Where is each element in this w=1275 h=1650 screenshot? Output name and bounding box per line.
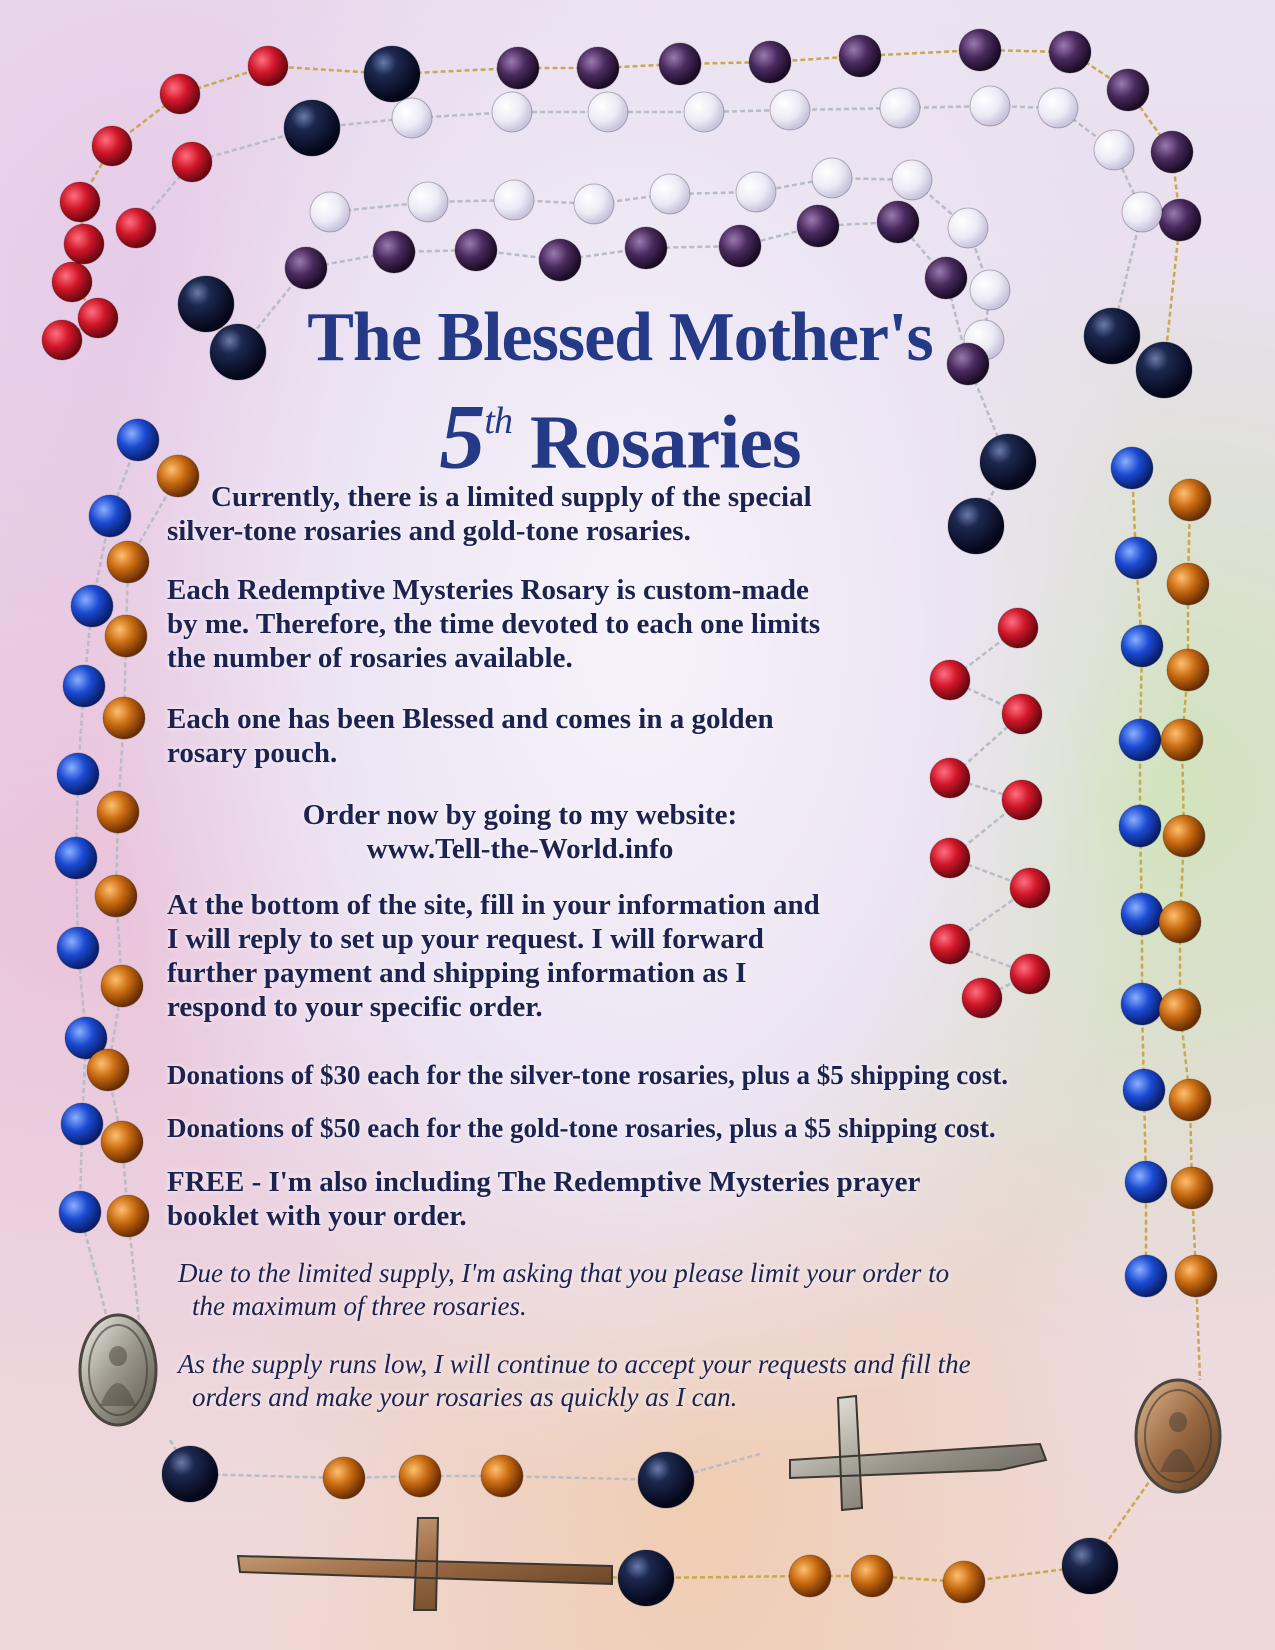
rosary-bead bbox=[103, 697, 145, 739]
rosary-bead bbox=[962, 978, 1002, 1018]
rosary-bead bbox=[107, 1195, 149, 1237]
rosary-bead bbox=[408, 182, 448, 222]
rosary-bead bbox=[1122, 192, 1162, 232]
rosary-bead bbox=[1125, 1255, 1167, 1297]
rosary-bead bbox=[364, 46, 420, 102]
rosary-bead bbox=[880, 88, 920, 128]
rosary-bead bbox=[930, 758, 970, 798]
supply-line: Currently, there is a limited supply of the special bbox=[211, 481, 812, 513]
rosary-bead bbox=[1169, 1079, 1211, 1121]
rosary-bead bbox=[1136, 342, 1192, 398]
rosary-bead bbox=[71, 585, 113, 627]
rosary-bead bbox=[638, 1452, 694, 1508]
custom-line: the number of rosaries available. bbox=[167, 642, 573, 674]
rosary-bead bbox=[684, 92, 724, 132]
rosary-bead bbox=[481, 1455, 523, 1497]
supply-paragraph bbox=[167, 480, 812, 548]
rosary-bead bbox=[59, 1191, 101, 1233]
rosary-bead bbox=[943, 1561, 985, 1603]
rosary-bead bbox=[588, 92, 628, 132]
rosary-bead bbox=[1062, 1538, 1118, 1594]
rosary-bead bbox=[1171, 1167, 1213, 1209]
rosary-bead bbox=[1167, 649, 1209, 691]
title-ordinal: th bbox=[484, 400, 512, 442]
rosary-bead bbox=[42, 320, 82, 360]
rosary-bead bbox=[789, 1555, 831, 1597]
medal-icon bbox=[1136, 1380, 1220, 1492]
rosary-chain bbox=[1132, 468, 1146, 1276]
rosary-bead bbox=[160, 74, 200, 114]
rosary-bead bbox=[57, 927, 99, 969]
rosary-bead bbox=[162, 1446, 218, 1502]
page-title: The Blessed Mother's bbox=[307, 299, 933, 376]
rosary-bead bbox=[52, 262, 92, 302]
rosary-bead bbox=[1159, 199, 1201, 241]
information-line: At the bottom of the site, fill in your information and bbox=[167, 889, 820, 921]
rosary-bead bbox=[1002, 780, 1042, 820]
custom-made-paragraph bbox=[167, 573, 820, 675]
rosary-bead bbox=[1151, 131, 1193, 173]
rosary-bead bbox=[539, 239, 581, 281]
donation-gold: Donations of $50 each for the gold-tone rosaries, plus a $5 shipping cost. bbox=[167, 1113, 996, 1143]
rosary-bead bbox=[1119, 805, 1161, 847]
rosary-bead bbox=[399, 1455, 441, 1497]
rosary-bead bbox=[97, 791, 139, 833]
rosary-bead bbox=[78, 298, 118, 338]
rosary-bead bbox=[659, 43, 701, 85]
rosary-bead bbox=[650, 174, 690, 214]
rosary-bead bbox=[851, 1555, 893, 1597]
rosary-bead bbox=[877, 201, 919, 243]
rosary-bead bbox=[812, 158, 852, 198]
rosary-bead bbox=[925, 257, 967, 299]
rosary-bead bbox=[1010, 954, 1050, 994]
rosary-bead bbox=[930, 660, 970, 700]
rosary-bead bbox=[492, 92, 532, 132]
rosary-bead bbox=[64, 224, 104, 264]
rosary-bead bbox=[1167, 563, 1209, 605]
rosary-bead bbox=[770, 90, 810, 130]
rosary-bead bbox=[63, 665, 105, 707]
rosary-bead bbox=[284, 100, 340, 156]
rosary-bead bbox=[61, 1103, 103, 1145]
website-link[interactable]: www.Tell-the-World.info bbox=[366, 833, 674, 865]
rosary-bead bbox=[1119, 719, 1161, 761]
information-line: further payment and shipping information as I bbox=[167, 957, 747, 989]
rosary-bead bbox=[1121, 625, 1163, 667]
donation-silver: Donations of $30 each for the silver-tone rosaries, plus a $5 shipping cost. bbox=[167, 1060, 1009, 1090]
rosary-bead bbox=[1159, 989, 1201, 1031]
rosary-bead bbox=[1161, 719, 1203, 761]
rosary-bead bbox=[970, 86, 1010, 126]
rosary-bead bbox=[719, 225, 761, 267]
rosary-bead bbox=[105, 615, 147, 657]
crucifix-icon bbox=[238, 1518, 612, 1610]
rosary-bead bbox=[618, 1550, 674, 1606]
blessed-line: Each one has been Blessed and comes in a golden bbox=[167, 703, 774, 735]
custom-line: by me. Therefore, the time devoted to each one limits bbox=[167, 608, 821, 640]
blessed-line: rosary pouch. bbox=[167, 737, 338, 769]
rosary-bead bbox=[930, 838, 970, 878]
rosary-bead bbox=[577, 47, 619, 89]
limit-note bbox=[178, 1257, 949, 1323]
rosary-bead bbox=[494, 180, 534, 220]
rosary-bead bbox=[1175, 1255, 1217, 1297]
supply-line: silver-tone rosaries and gold-tone rosaries. bbox=[167, 515, 691, 547]
rosary-bead bbox=[749, 41, 791, 83]
medal-icon bbox=[80, 1315, 156, 1425]
rosary-bead bbox=[455, 229, 497, 271]
supply-low-note bbox=[178, 1348, 971, 1414]
information-paragraph bbox=[167, 888, 820, 1024]
rosary-bead bbox=[948, 208, 988, 248]
rosary-bead bbox=[959, 29, 1001, 71]
rosary-bead bbox=[1123, 1069, 1165, 1111]
page-subtitle bbox=[240, 385, 1000, 488]
rosary-bead bbox=[1049, 31, 1091, 73]
rosary-bead bbox=[574, 184, 614, 224]
free-line: FREE - I'm also including The Redemptive Mysteries prayer bbox=[167, 1166, 921, 1198]
rosary-bead bbox=[1159, 901, 1201, 943]
rosary-bead bbox=[285, 247, 327, 289]
custom-line: Each Redemptive Mysteries Rosary is custom-made bbox=[167, 574, 809, 606]
rosary-bead bbox=[101, 965, 143, 1007]
rosary-bead bbox=[1010, 868, 1050, 908]
rosary-bead bbox=[998, 608, 1038, 648]
rosary-bead bbox=[107, 541, 149, 583]
rosary-bead bbox=[839, 35, 881, 77]
rosary-bead bbox=[1115, 537, 1157, 579]
order-line: Order now by going to my website: bbox=[302, 799, 738, 831]
rosary-bead bbox=[948, 498, 1004, 554]
rosary-bead bbox=[1107, 69, 1149, 111]
rosary-bead bbox=[797, 205, 839, 247]
rosary-bead bbox=[1038, 88, 1078, 128]
rosary-bead bbox=[1084, 308, 1140, 364]
low-line: orders and make your rosaries as quickly as I can. bbox=[192, 1382, 738, 1412]
rosary-bead bbox=[625, 227, 667, 269]
rosary-bead bbox=[1121, 983, 1163, 1025]
free-line: booklet with your order. bbox=[167, 1200, 467, 1232]
free-booklet-paragraph bbox=[167, 1165, 920, 1233]
rosary-bead bbox=[1163, 815, 1205, 857]
rosary-bead bbox=[116, 208, 156, 248]
low-line: As the supply runs low, I will continue to accept your requests and fill the bbox=[178, 1349, 971, 1379]
rosary-bead bbox=[1094, 130, 1134, 170]
rosary-bead bbox=[95, 875, 137, 917]
information-line: respond to your specific order. bbox=[167, 991, 543, 1023]
rosary-bead bbox=[60, 182, 100, 222]
limit-line: the maximum of three rosaries. bbox=[192, 1291, 527, 1321]
rosary-bead bbox=[736, 172, 776, 212]
rosary-bead bbox=[87, 1049, 129, 1091]
rosary-bead bbox=[55, 837, 97, 879]
rosary-bead bbox=[178, 276, 234, 332]
rosary-bead bbox=[373, 231, 415, 273]
rosary-bead bbox=[497, 47, 539, 89]
rosary-bead bbox=[57, 753, 99, 795]
rosary-bead bbox=[1125, 1161, 1167, 1203]
rosary-bead bbox=[92, 126, 132, 166]
rosary-bead bbox=[117, 419, 159, 461]
information-line: I will reply to set up your request. I will forward bbox=[167, 923, 764, 955]
title-number: 5 bbox=[439, 385, 485, 488]
rosary-bead bbox=[1121, 893, 1163, 935]
rosary-bead bbox=[101, 1121, 143, 1163]
rosary-bead bbox=[172, 142, 212, 182]
rosary-bead bbox=[1002, 694, 1042, 734]
rosary-bead bbox=[323, 1457, 365, 1499]
rosary-bead bbox=[310, 192, 350, 232]
rosary-bead bbox=[1111, 447, 1153, 489]
rosary-bead bbox=[89, 495, 131, 537]
rosary-bead bbox=[892, 160, 932, 200]
order-paragraph bbox=[240, 798, 800, 866]
rosary-bead bbox=[248, 46, 288, 86]
rosary-bead bbox=[392, 98, 432, 138]
title-word: Rosaries bbox=[529, 400, 801, 485]
rosary-bead bbox=[1169, 479, 1211, 521]
blessed-paragraph bbox=[167, 702, 774, 770]
limit-line: Due to the limited supply, I'm asking that you please limit your order to bbox=[178, 1258, 950, 1288]
rosary-bead bbox=[930, 924, 970, 964]
